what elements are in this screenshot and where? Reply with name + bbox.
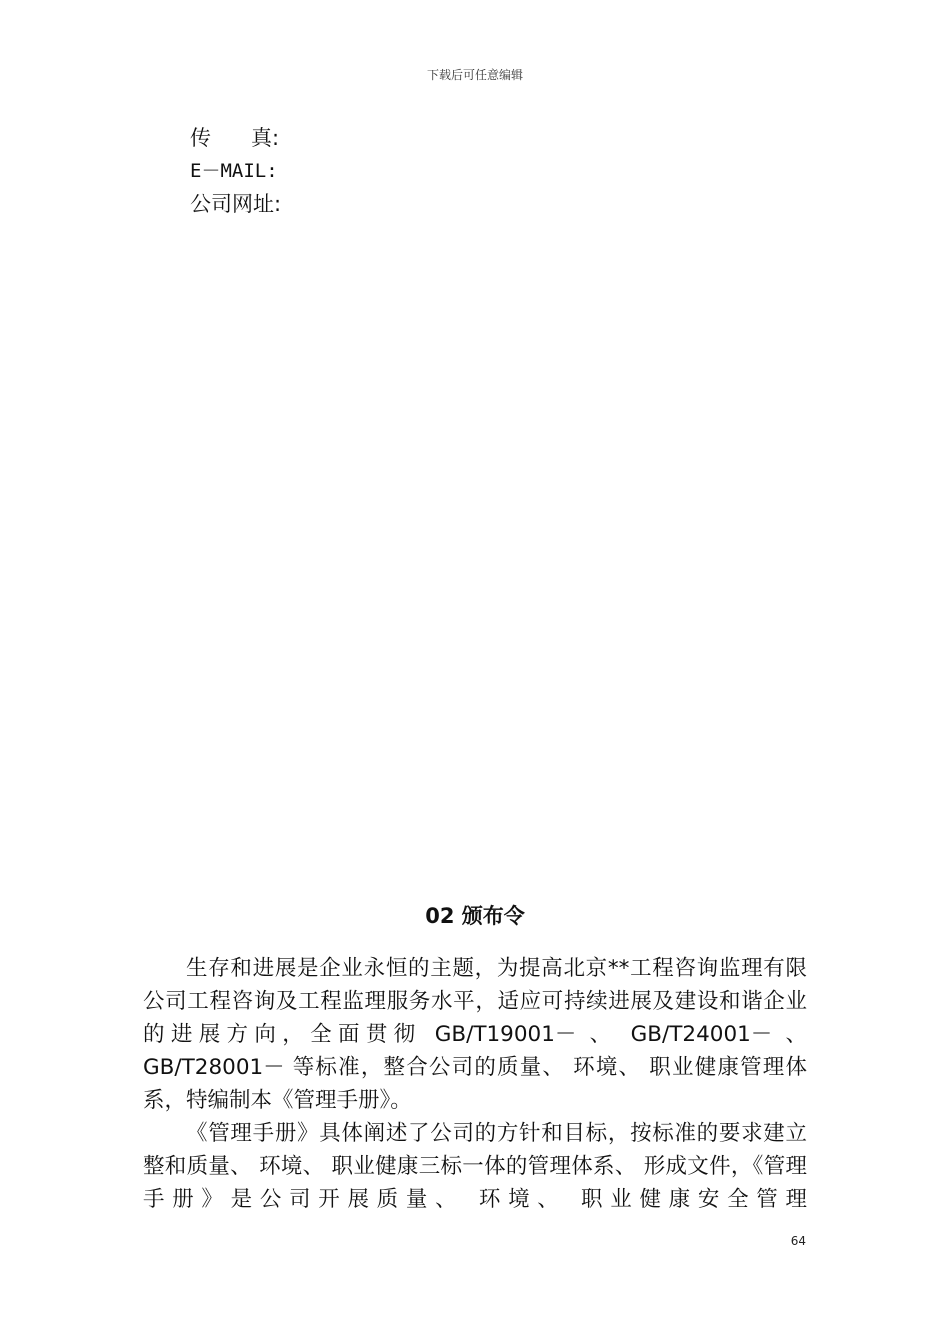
section-title: 02 颁布令 (425, 904, 525, 928)
fax-label: 传 真: (190, 126, 280, 150)
email-label: E－MAIL: (190, 160, 278, 182)
website-label: 公司网址: (190, 192, 282, 216)
body-text (143, 952, 807, 1216)
paragraph-2: 《管理手册》具体阐述了公司的方针和目标，按标准的要求建立整和质量、 环境、 职业健康三标一体的管理体系、 形成文件，《管理手册》是公司开展质量、 环境、 职业健康安全管理 (143, 1121, 807, 1212)
contact-block (190, 122, 281, 221)
page-number: 64 (790, 1234, 806, 1248)
page-header: 下载后可任意编辑 (426, 68, 523, 82)
paragraph-1: 生存和进展是企业永恒的主题，为提高北京**工程咨询监理有限公司工程咨询及工程监理服务水平，适应可持续进展及建设和谐企业的进展方向，全面贯彻 GB/T19001－ 、 GB/T24001－ 、GB/T28001－ 等标准，整合公司的质量、 环境、 职业健康管理体系，特编制本《管理手册》。 (143, 956, 807, 1113)
